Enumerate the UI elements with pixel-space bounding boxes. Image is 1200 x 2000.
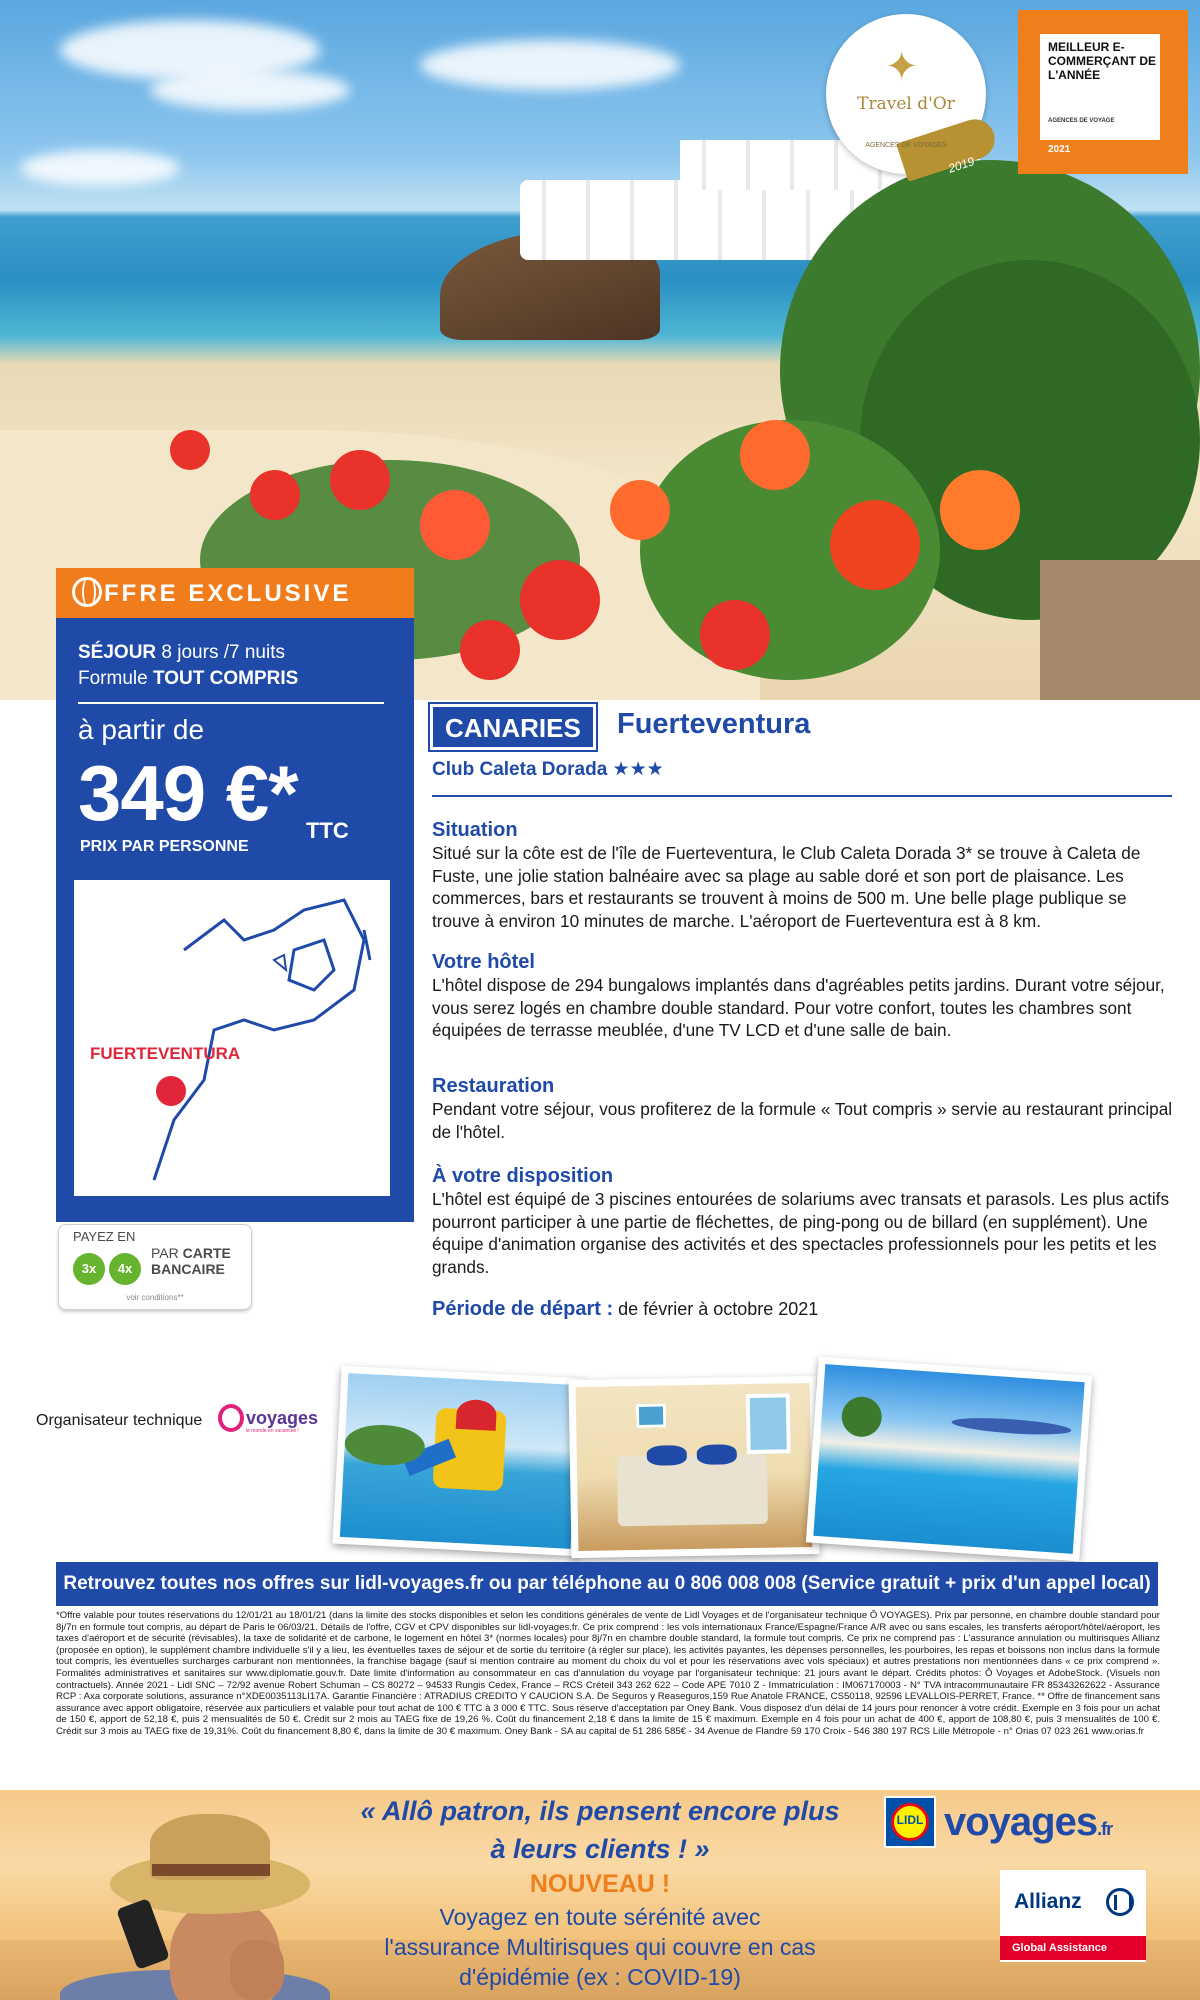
section-title: À votre disposition	[432, 1165, 614, 1187]
globe-icon	[72, 577, 102, 607]
payment-options-badge	[58, 1224, 252, 1310]
legal-notice: *Offre valable pour toutes réservations du 12/01/21 au 18/01/21 (dans la limite des stocks disponibles et selon les conditions générales de vente de Lidl Voyages et de l'organisateur technique Ô VOYAGES). Prix par personne, en chambre double standard pour 8j/7n en formule tout compris, au départ de Paris le 06/03/21. Détails de l'offre, CGV et CPV disponibles sur lidl-voyages.fr. Ce prix comprend : les vols internationaux France/Espagne/France A/R avec ou sans escales, les transferts aéroport/hôtel/aéroport, les taxes d'aéroport et de sécurité (révisables), la taxe de solidarité et de carbone, le logement en hôtel 3* (normes locales) pour 8j/7n en chambre double standard, la formule tout compris. Ce prix ne comprend pas : L'assurance annulation ou multirisques Allianz (proposée en option), le supplément chambre individuelle s'il y a lieu, les éventuelles taxes de séjour et de sortie du territoire (à régler sur place), les activités payantes, les dépenses personnelles, les pourboires, les repas et boissons non inclus dans la formule tout compris, les éventuelles surcharges carburant non mentionnées, la franchise bagage (sauf si mention contraire au moment du choix du vol et pour les réservations avec vols spéciaux) et autres prestations non mentionnées dans « ce prix comprend ». Formalités administratives et sanitaires sur www.diplomatie.gouv.fr. Date limite d'information au consommateur en cas d'annulation du voyage par l'organisateur technique: 21 jours avant le départ. Crédits photos: Ô Voyages et AdobeStock. (Visuels non contractuels). Année 2021 - Lidl SNC – 72/92 avenue Robert Schuman – CS 80272 – 94533 Rungis Cedex, France – RCS Créteil 343 262 622 – Code APE 7010 Z - Immatriculation : IM067170003 - N° TVA intracommunautaire FR 85343262622 - Assurance RCP : Axa corporate solutions, assurance n°XDE0035113LI17A. Garantie Financière : ATRADIUS CREDITO Y CAUCION S.A. De Seguros y Reaseguros,159 Rue Anatole FRANCE, CS50118, 92596 LEVALLOIS-PERRET, France. ** Offre de financement sans assurance avec apport obligatoire, réservée aux particuliers et valable pour tout achat de 100 € TTC à 3 000 € TTC. Sous réserve d'acceptation par Oney Bank. Vous disposez d'un délai de 14 jours pour renoncer à votre crédit. Exemple en 3 fois pour un achat de 150 €, apport de 52,18 €, puis 2 mensualités de 50 €. Crédit sur 2 mois au TAEG fixe de 19,26 %. Coût du financement 2,18 € dans la limite de 15 € maximum. Exemple en 4 fois pour un achat de 400 €, apport de 108,80 €, puis 3 mensualités de 100 €. Crédit sur 3 mois au TAEG fixe de 19,31%. Coût du financement 8,80 €, dans la limite de 30 € maximum. Oney Bank - SA au capital de 51 286 585€ - 34 Avenue de Flandre 59 170 Croix - 546 380 197 RCS Lille Métropole - n° Orias 07 023 261 www.orias.fr	[56, 1610, 1160, 1737]
award-subtitle: AGENCES DE VOYAGE	[1048, 118, 1115, 124]
banner-quote: « Allô patron, ils pensent encore plus à leurs clients ! »	[360, 1796, 840, 1864]
allianz-logo: Allianz Global Assistance	[1000, 1870, 1146, 1962]
divider	[432, 795, 1172, 797]
star-icon: ✦	[885, 45, 919, 89]
price: 349 €*	[78, 749, 298, 837]
award-year: 2021	[1040, 140, 1160, 159]
photo-hotel-room	[568, 1376, 819, 1558]
contact-bar: Retrouvez toutes nos offres sur lidl-voyages.fr ou par téléphone au 0 806 008 008 (Service gratuit + prix d'un appel local)	[56, 1562, 1158, 1606]
section-hotel	[432, 950, 1174, 1042]
award-year: 2019	[946, 154, 977, 176]
section-title: Restauration	[432, 1075, 555, 1097]
section-text: Pendant votre séjour, vous profiterez de la formule « Tout compris » servie au restaurant principal de l'hôtel.	[432, 1099, 1173, 1142]
ecommercant-award-badge	[1018, 10, 1188, 174]
o-voyages-logo: voyages le monde en vacances !	[218, 1402, 308, 1452]
nouveau-label: NOUVEAU !	[529, 1870, 671, 1898]
allianz-icon	[1106, 1888, 1134, 1916]
award-subtitle: AGENCES DE VOYAGES	[865, 142, 947, 149]
voyages-logo: voyages.fr	[944, 1800, 1113, 1844]
hotel-name: Club Caleta Dorada ★★★	[432, 759, 664, 780]
coastline-map	[74, 880, 390, 1196]
section-text: L'hôtel dispose de 294 bungalows implantés dans d'agréables petits jardins. Durant votre séjour, vous serez logés en chambre double standard. Pour votre confort, toutes les chambres sont équipées de terrasse meublée, d'une TV LCD et d'une salle de bain.	[432, 975, 1165, 1040]
price-prefix: à partir de	[78, 714, 205, 745]
insurance-text: Voyagez en toute sérénité avec l'assurance Multirisques qui couvre en cas d'épidémie (ex : COVID-19)	[384, 1904, 816, 1990]
section-restauration	[432, 1074, 1174, 1143]
award-brand: Travel d'Or	[857, 94, 955, 114]
pay-3x-badge: 3x	[73, 1253, 105, 1285]
pay-4x-badge: 4x	[109, 1253, 141, 1285]
section-situation	[432, 818, 1174, 932]
award-title: MEILLEUR E-COMMERÇANT DE L'ANNÉE	[1048, 40, 1156, 82]
map-label: FUERTEVENTURA	[90, 1044, 241, 1063]
price-ttc: TTC	[306, 818, 349, 843]
offer-panel	[56, 618, 414, 1222]
lidl-logo: LIDL	[884, 1796, 936, 1848]
location-map	[74, 880, 390, 1196]
price-per-person: PRIX PAR PERSONNE	[80, 838, 249, 855]
conditions-note: voir conditions**	[126, 1293, 184, 1302]
exclusive-offer-tab	[56, 568, 414, 618]
divider	[78, 702, 384, 704]
organizer-label: Organisateur technique	[36, 1412, 203, 1429]
photo-water-park	[333, 1366, 587, 1557]
section-title: Votre hôtel	[432, 951, 535, 973]
travel-dor-award-badge	[826, 14, 986, 174]
section-disposition	[432, 1164, 1174, 1278]
departure-period: Période de départ : de février à octobre 2021	[432, 1298, 819, 1320]
island-title: Fuerteventura	[617, 708, 811, 740]
section-text: L'hôtel est équipé de 3 piscines entourées de solariums avec transats et parasols. Les plus actifs pourront participer à une partie de fléchettes, de ping-pong ou de billard (en supplément). Une équipe d'animation organise des activités et des spectacles professionnels pour les petits et les grands.	[432, 1189, 1170, 1277]
region-badge: CANARIES	[433, 707, 593, 747]
offer-tab-label: FFRE EXCLUSIVE	[104, 580, 352, 607]
photo-pool	[806, 1357, 1092, 1562]
payez-en-label: PAYEZ EN	[73, 1229, 136, 1244]
stay-details: SÉJOUR 8 jours /7 nuits Formule TOUT COMPRIS	[78, 642, 299, 689]
card-label: PAR CARTE BANCAIRE	[151, 1245, 231, 1277]
location-marker	[156, 1076, 186, 1106]
section-title: Situation	[432, 819, 518, 841]
section-text: Situé sur la côte est de l'île de Fuerteventura, le Club Caleta Dorada 3* se trouve à Caleta de Fuste, une jolie station balnéaire avec sa plage au sable doré et son port de plaisance. Les commerces, bars et restaurants se trouvent à moins de 500 m. Une belle plage publique se trouve à environ 10 minutes de marche. L'aéroport de Fuerteventura est à 8 km.	[432, 843, 1141, 931]
